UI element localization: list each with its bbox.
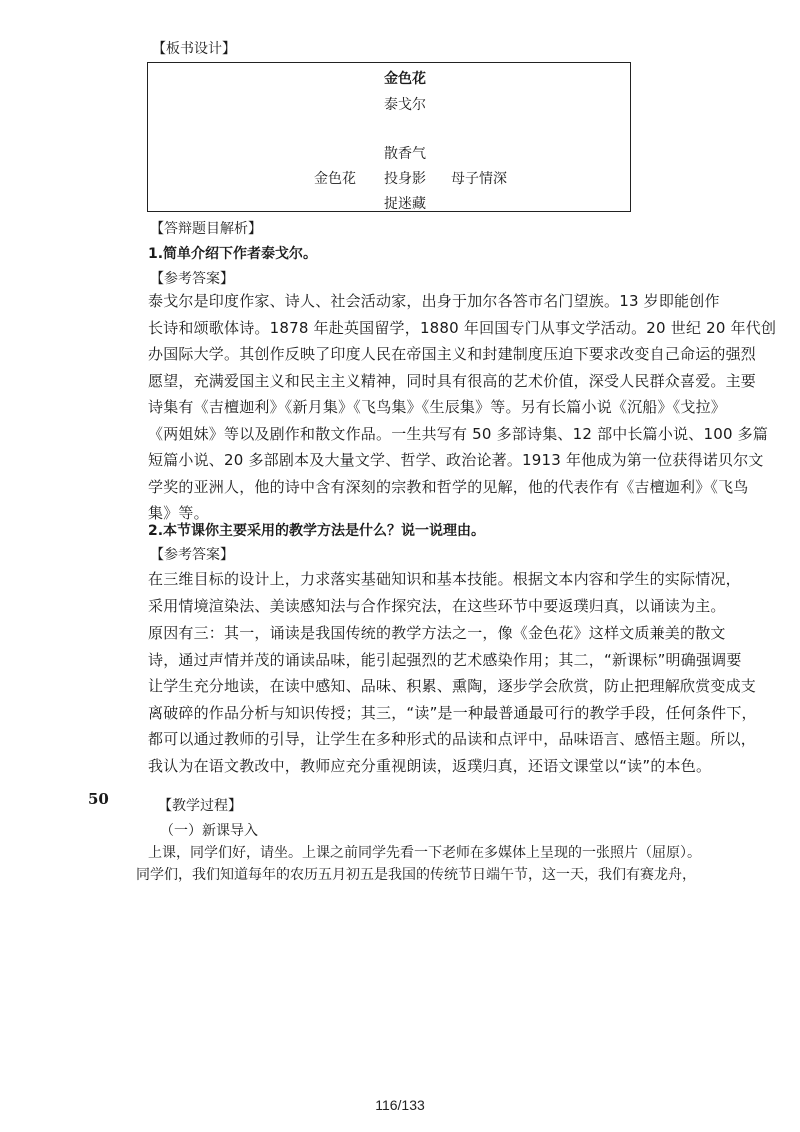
board-left: 金色花 <box>314 171 356 187</box>
q2-answer-line: 离破碎的作品分析与知识传授；其三，“读”是一种最普通最可行的教学手段，任何条件下， <box>148 703 757 722</box>
q1-answer-line: 《两姐妹》等以及剧作和散文作品。一生共写有 50 多部诗集、12 部中长篇小说、100 多篇 <box>148 424 769 443</box>
q2-answer-line: 让学生充分地读，在读中感知、品味、积累、熏陶，逐步学会欣赏，防止把理解欣赏变成支 <box>148 677 757 695</box>
q2-answer-line: 诗，通过声情并茂的诵读品味，能引起强烈的艺术感染作用；其二，“新课标”明确强调要 <box>148 650 742 669</box>
question-2: 2.本节课你主要采用的教学方法是什么？说一说理由。 <box>148 523 486 539</box>
q1-answer-line: 长诗和颂歌体诗。1878 年赴英国留学，1880 年回国专门从事文学活动。20 世纪 20 年代创 <box>148 318 777 337</box>
board-author: 泰戈尔 <box>384 97 426 113</box>
q1-answer-line: 集》等。 <box>148 504 209 522</box>
process-heading: 【教学过程】 <box>158 798 242 814</box>
board-title: 金色花 <box>384 71 426 87</box>
board-line-2: 投身影 <box>384 171 426 187</box>
page-marker: 50 <box>88 790 109 808</box>
q2-answer-paragraph-1 <box>148 566 741 619</box>
process-section: （一）新课导入 <box>160 823 258 839</box>
q1-reference-label: 【参考答案】 <box>150 271 234 287</box>
process-line-1: 上课，同学们好，请坐。上课之前同学先看一下老师在多媒体上呈现的一张照片（屈原）。 <box>148 845 701 861</box>
q1-answer <box>148 288 776 527</box>
board-line-3: 捉迷藏 <box>384 196 426 212</box>
q2-reference-label: 【参考答案】 <box>150 547 234 563</box>
analysis-heading: 【答辩题目解析】 <box>150 221 262 237</box>
q2-answer-line: 采用情境渲染法、美读感知法与合作探究法，在这些环节中要返璞归真，以诵读为主。 <box>148 596 726 615</box>
q2-answer-line: 我认为在语文教改中，教师应充分重视朗读，返璞归真，还语文课堂以“读”的本色。 <box>148 756 712 775</box>
q2-answer-line: 都可以通过教师的引导，让学生在多种形式的品读和点评中，品味语言、感悟主题。所以， <box>148 730 757 748</box>
q1-answer-line: 愿望，充满爱国主义和民主主义精神，同时具有很高的艺术价值，深受人民群众喜爱。主要 <box>148 371 757 390</box>
board-right: 母子情深 <box>451 171 507 187</box>
q1-answer-line: 短篇小说、20 多部剧本及大量文学、哲学、政治论著。1913 年他成为第一位获得诺贝尔文 <box>148 451 764 469</box>
process-line-2: 同学们，我们知道每年的农历五月初五是我国的传统节日端午节，这一天，我们有赛龙舟， <box>136 867 696 883</box>
board-design-heading: 【板书设计】 <box>152 41 236 57</box>
q2-answer-line: 在三维目标的设计上，力求落实基础知识和基本技能。根据文本内容和学生的实际情况， <box>148 570 741 588</box>
q1-answer-line: 诗集有《吉檀迦利》《新月集》《飞鸟集》《生辰集》等。另有长篇小说《沉船》《戈拉》 <box>148 398 727 416</box>
q2-answer-line: 原因有三：其一，诵读是我国传统的教学方法之一，像《金色花》这样文质兼美的散文 <box>148 624 726 642</box>
q1-answer-line: 办国际大学。其创作反映了印度人民在帝国主义和封建制度压迫下要求改变自己命运的强烈 <box>148 345 757 363</box>
q1-answer-line: 学奖的亚洲人，他的诗中含有深刻的宗教和哲学的见解，他的代表作有《吉檀迦利》《飞鸟 <box>148 477 749 496</box>
question-1: 1.简单介绍下作者泰戈尔。 <box>148 246 318 262</box>
page-footer: 116/133 <box>375 1097 425 1113</box>
q1-answer-line: 泰戈尔是印度作家、诗人、社会活动家，出身于加尔各答市名门望族。13 岁即能创作 <box>148 292 720 310</box>
board-design-box <box>147 62 631 212</box>
board-line-1: 散香气 <box>384 146 426 162</box>
q2-answer-paragraph-2 <box>148 620 757 779</box>
